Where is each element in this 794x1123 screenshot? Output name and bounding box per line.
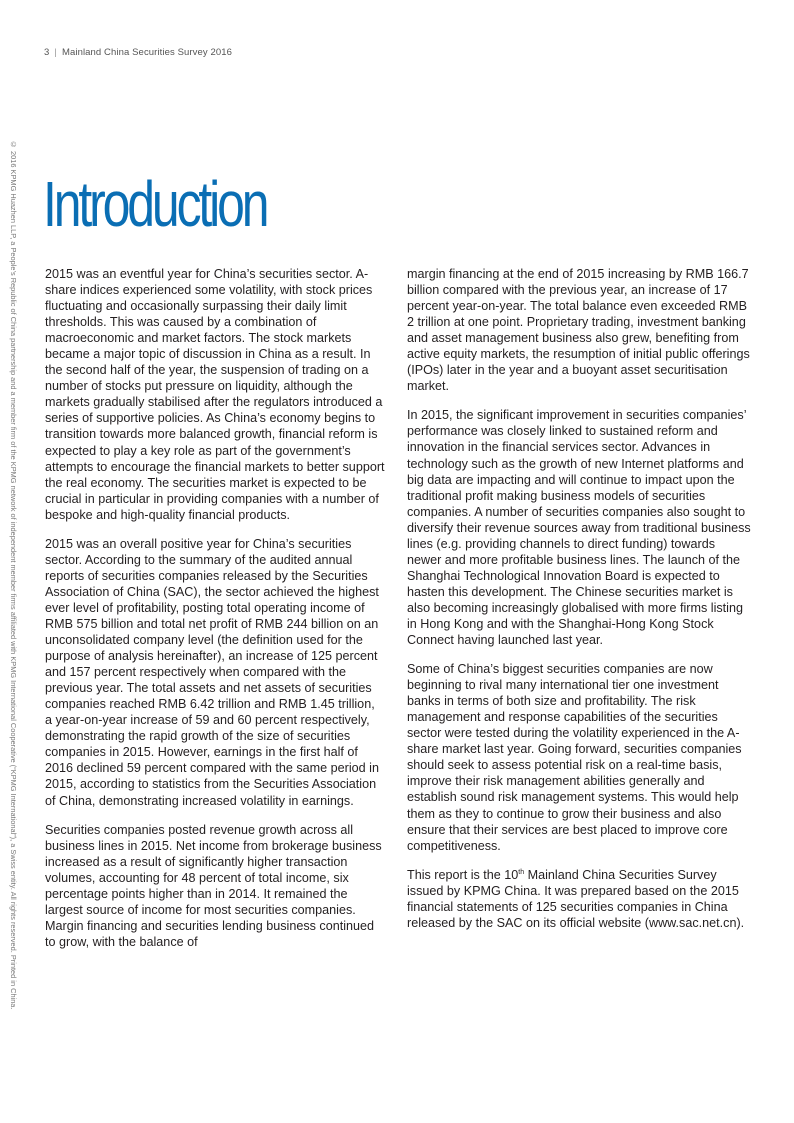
paragraph-market-overview: 2015 was an eventful year for China’s securities sector. A-share indices experienced some volatility, with stock prices fluctuating and occasionally surpassing their daily limit thresholds. This was caused by a combination of macroeconomic and market factors. The stock markets became a major topic of discussion in China as a result. In the second half of the year, the suspension of trading on a number of stocks put pressure on liquidity, although the markets gradually stabilised after the regulators introduced a series of supportive policies. As China’s economy begins to transition towards more balanced growth, financial reform is expected to play a key role as part of the government’s attempts to encourage the financial markets to better support the real economy. The securities market is expected to be crucial in particular in providing companies with a number of bespoke and high-quality financial products. <box>45 267 385 522</box>
page-title: Introduction <box>43 168 267 240</box>
page-number: 3 <box>44 47 50 58</box>
paragraph-reform-innovation: In 2015, the significant improvement in securities companies’ performance was closely linked to sustained reform and innovation in the financial services sector. Advances in technology such as the growth of new Internet platforms and big data are impacting and will continue to impact upon the traditional profit making business models of securities companies. A number of securities companies also sought to diversify their revenue sources away from traditional business lines (e.g. providing channels to direct funding) towards newer and more profitable business lines. The launch of the Shanghai Technological Innovation Board is expected to hasten this development. The Chinese securities market is also becoming increasingly globalised with more firms listing in Hong Kong and with the Shanghai-Hong Kong Stock Connect having launched last year. <box>407 408 751 648</box>
running-header <box>44 47 232 58</box>
right-column <box>407 266 752 944</box>
paragraph-revenue-growth: Securities companies posted revenue growth across all business lines in 2015. Net income from brokerage business increased as a result of significantly higher transaction volumes, accounting for 48 percent of total income, six percentage points higher than in 2014. It remained the largest source of income for most securities companies. Margin financing and securities lending business continued to grow, with the balance of <box>45 822 382 949</box>
header-separator: | <box>54 47 57 58</box>
paragraph-revenue-growth-continued: margin financing at the end of 2015 increasing by RMB 166.7 billion compared with the previous year, an increase of 17 percent year-on-year. The total balance even exceeded RMB 2 trillion at one point. Proprietary trading, investment banking and asset management business also grew, benefiting from active equity markets, the resumption of initial public offerings (IPOs) later in the year and a buoyant asset securitisation market. <box>407 267 750 394</box>
left-column <box>45 266 385 963</box>
ordinal-suffix: th <box>518 868 525 876</box>
running-title: Mainland China Securities Survey 2016 <box>61 47 233 58</box>
report-info-text-end: Mainland China Securities Survey issued by KPMG China. It was prepared based on the 2015 financial statements of 125 securities companies in China released by the SAC on its official website (www.sac.net.cn). <box>407 867 745 930</box>
paragraph-risk-management: Some of China’s biggest securities companies are now beginning to rival many international tier one investment banks in terms of both size and profitability. The risk management and response capabilities of the securities sector were tested during the volatility experienced in the A-share market last year. Going forward, securities companies should seek to assess potential risk on a real-time basis, improve their risk management abilities generally and establish sound risk management systems. This would help them as they to continue to grow their business and also ensure that their services are best placed to improve core competitiveness. <box>407 662 742 853</box>
paragraph-sector-performance: 2015 was an overall positive year for China’s securities sector. According to the summary of the audited annual reports of securities companies released by the Securities Association of China (SAC), the sector achieved the highest ever level of profitability, posting total operating income of RMB 575 billion and total net profit of RMB 244 billion on an unconsolidated company level (the definition used for the purpose of analysis hereinafter), an increase of 125 percent and 157 percent respectively when compared with the previous year. The total assets and net assets of securities companies reached RMB 6.42 trillion and RMB 1.45 trillion, a year-on-year increase of 59 and 60 percent respectively, demonstrating the rapid growth of the size of securities companies in 2015. However, earnings in the first half of 2016 declined 59 percent compared with the same period in 2015, according to statistics from the Securities Association of China, demonstrating increased volatility in earnings. <box>45 536 379 808</box>
paragraph-report-info <box>407 867 752 931</box>
report-info-text-start: This report is the 10 <box>407 867 519 882</box>
copyright-notice: © 2016 KPMG Huazhen LLP, a People’s Republic of China partnership and a member firm of the KPMG network of independent member firms affiliated with KPMG International Cooperative (“KPMG International”), a Swiss entity. All rights reserved. Printed in China. <box>9 140 18 1010</box>
